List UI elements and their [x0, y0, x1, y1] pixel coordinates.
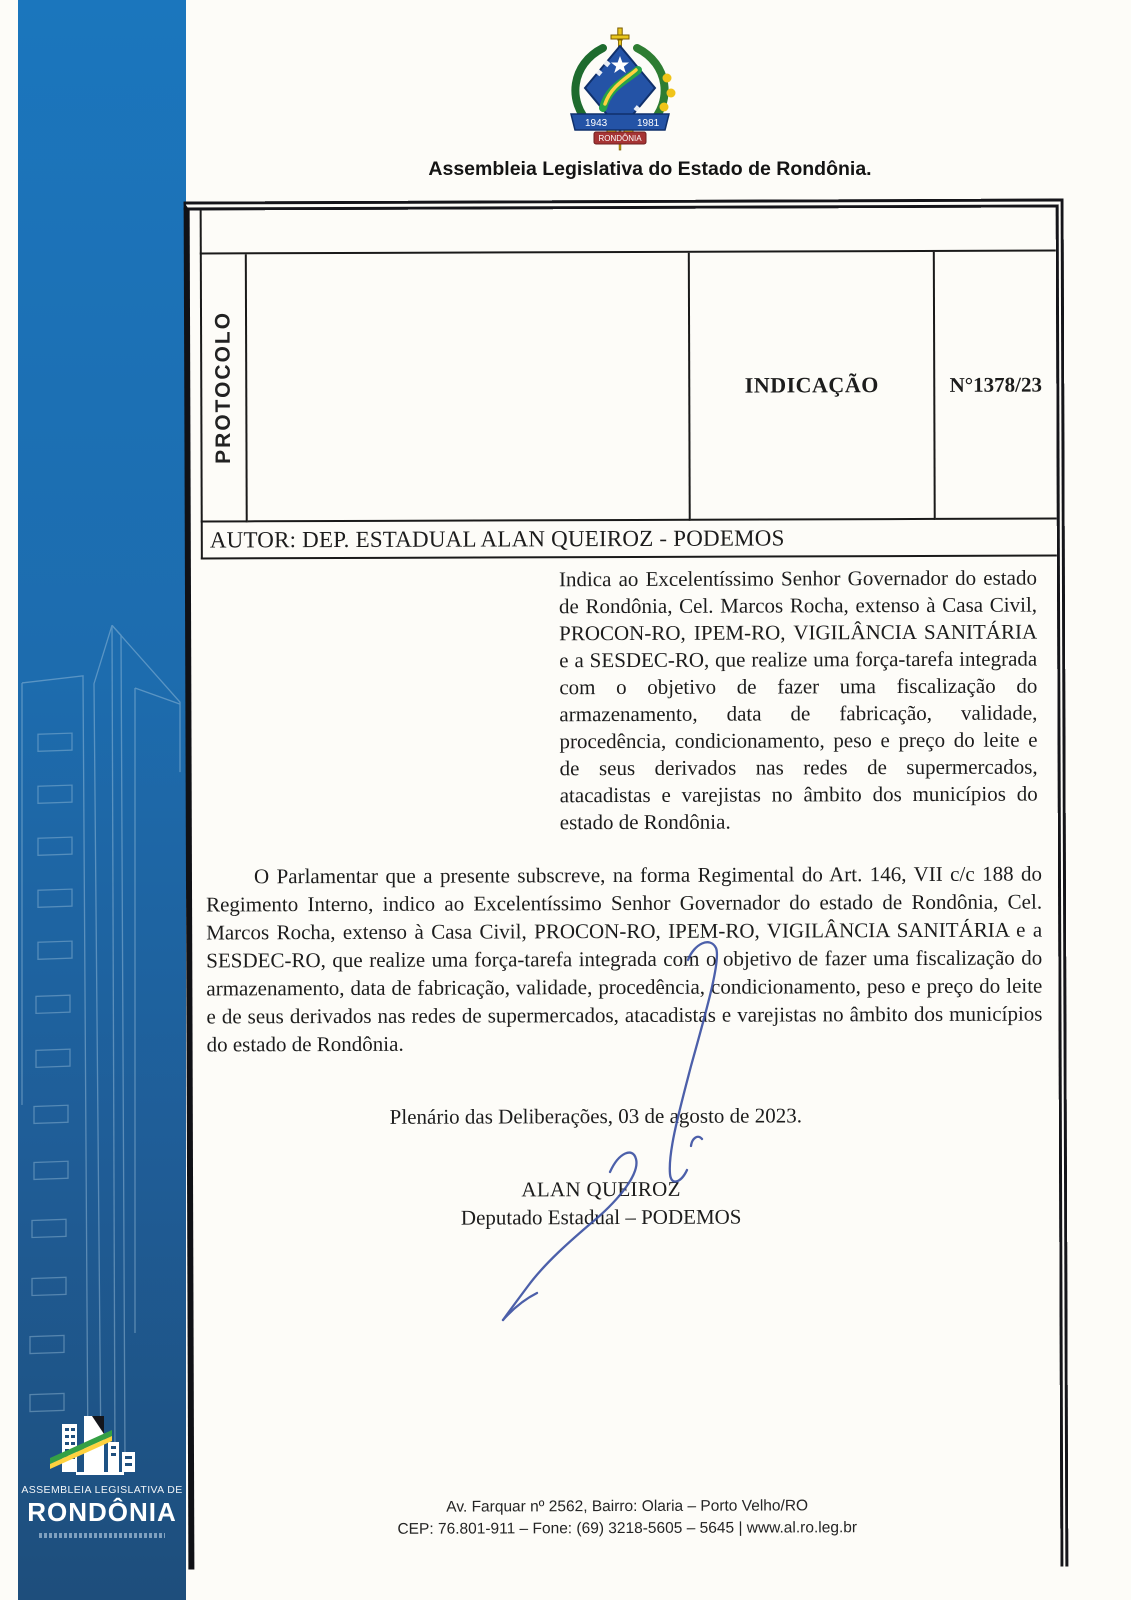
logo-tagline-illegible [39, 1533, 165, 1538]
body-paragraph: O Parlamentar que a presente subscreve, na forma Regimental do Art. 146, VII c/c 188 do Regimento Interno, indico ao Excelentíssimo Senhor Governador do estado de Rondônia, Cel. Marcos Rocha, extenso à Casa Civil, PROCON-RO, IPEM-RO, VIGILÂNCIA SANITÁRIA e a SESDEC-RO, que realize uma força-tarefa integrada com o objetivo de fazer uma fiscalização do armazenamento, data de fabricação, validade, procedência, condicionamento, peso e preço do leite e de seus derivados nas redes de supermercados, atacadistas e varejistas no âmbito dos municípios do estado de Rondônia. [206, 861, 1043, 1057]
protocol-label: PROTOCOLO [211, 310, 236, 464]
signatory-name: ALAN QUEIROZ [521, 1176, 681, 1202]
coat-of-arms-icon [545, 26, 695, 158]
stamp-empty-cell [247, 253, 691, 523]
logo-buildings-icon [42, 1412, 162, 1478]
doc-number-label: N°1378/23 [935, 251, 1057, 519]
logo-state-name: RONDÔNIA [27, 1497, 177, 1527]
summary-paragraph: Indica ao Excelentíssimo Senhor Governador do estado de Rondônia, Cel. Marcos Rocha, extenso à Casa Civil, PROCON-RO, IPEM-RO, VIGILÂNCIA SANITÁRIA e a SESDEC-RO, que realize uma força-tarefa integrada com o objetivo de fazer uma fiscalização do armazenamento, data de fabricação, validade, procedência, condicionamento, peso e preço do leite e de seus derivados nas redes de supermercados, atacadistas e varejistas no âmbito dos municípios do estado de Rondônia. [558, 565, 1038, 835]
building-sketch-icon [18, 585, 186, 1465]
protocol-cell [200, 254, 248, 522]
author-row: AUTOR: DEP. ESTADUAL ALAN QUEIROZ - PODEMOS [201, 519, 1057, 559]
emblem-year-left: 1943 [585, 118, 608, 129]
sidebar-banner [18, 0, 186, 1600]
protocol-table [200, 207, 1057, 559]
emblem-year-right: 1981 [637, 118, 660, 129]
footer-address-line1: Av. Farquar nº 2562, Bairro: Olaria – Porto Velho/RO [446, 1497, 809, 1516]
logo-org-line: ASSEMBLEIA LEGISLATIVA DE [21, 1484, 183, 1496]
footer-address [194, 1494, 1060, 1541]
table-top-band [200, 207, 1056, 254]
doc-type-label: INDICAÇÃO [690, 252, 936, 521]
footer-address-line2: CEP: 76.801-911 – Fone: (69) 3218-5605 – 5645 | www.al.ro.leg.br [397, 1519, 858, 1538]
assembly-logo [18, 1412, 186, 1538]
document-frame [184, 198, 1069, 1569]
dateline: Plenário das Deliberações, 03 de agosto de 2023. [389, 1103, 803, 1129]
org-title: Assembleia Legislativa do Estado de Rondônia. [428, 158, 872, 180]
emblem-state-label: RONDÔNIA [598, 134, 642, 143]
signatory-role: Deputado Estadual – PODEMOS [460, 1204, 742, 1230]
signature-block [193, 1176, 1009, 1232]
